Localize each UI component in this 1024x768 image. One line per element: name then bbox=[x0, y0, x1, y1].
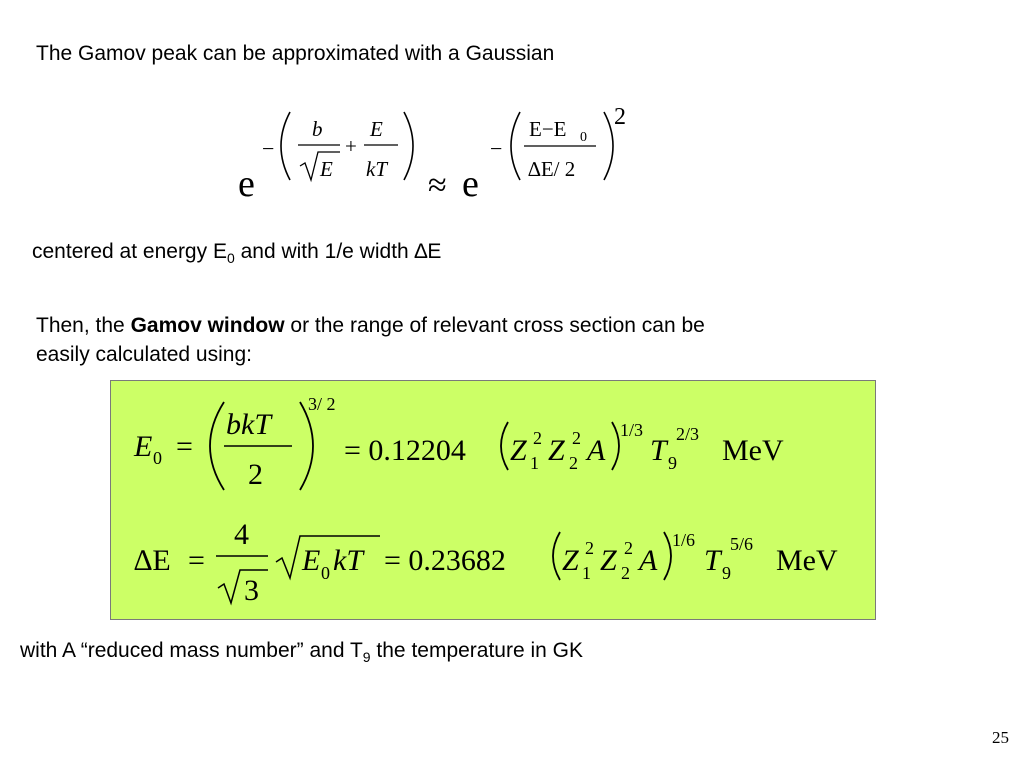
de-t-sub: 9 bbox=[722, 563, 731, 583]
footer-pre: with A “reduced mass number” and T bbox=[20, 639, 363, 662]
de-rad-e: E bbox=[302, 544, 321, 577]
de-frac-den: 3 bbox=[244, 574, 259, 607]
rhs-exponent: 2 bbox=[614, 104, 626, 130]
de-t: T bbox=[704, 544, 721, 577]
footer-text bbox=[20, 637, 583, 671]
de-a: A bbox=[639, 544, 658, 577]
e0-t-sup: 2/3 bbox=[676, 424, 700, 444]
frac1-num: b bbox=[312, 117, 323, 141]
de-z2: Z bbox=[600, 544, 617, 577]
lhs-base: e bbox=[238, 163, 255, 205]
de-z1-sup: 2 bbox=[585, 538, 594, 558]
e0-paren-right bbox=[300, 402, 313, 490]
centered-delta: ∆E bbox=[414, 240, 442, 263]
de-eq: = bbox=[188, 544, 205, 577]
page-number: 25 bbox=[992, 728, 1009, 747]
de-unit: MeV bbox=[776, 544, 838, 577]
frac1-den: E bbox=[320, 157, 333, 181]
de-z1: Z bbox=[562, 544, 579, 577]
de-z1-sub: 1 bbox=[582, 563, 591, 583]
e0-z2: Z bbox=[548, 434, 565, 467]
de-paren-power: 1/6 bbox=[672, 530, 696, 550]
e0-frac-den: 2 bbox=[248, 458, 263, 491]
e0-lhs: E bbox=[134, 430, 153, 463]
frac2-den: kT bbox=[366, 157, 387, 181]
e0-z2-sup: 2 bbox=[572, 428, 581, 448]
e0-zparen-right bbox=[612, 422, 619, 470]
e0-t: T bbox=[650, 434, 667, 467]
e0-lhs-sub: 0 bbox=[153, 448, 162, 468]
plus-sign: + bbox=[345, 134, 357, 158]
e0-z2-sub: 2 bbox=[569, 453, 578, 473]
e0-z1-sup: 2 bbox=[533, 428, 542, 448]
intro-text: The Gamov peak can be approximated with a Gaussian bbox=[36, 42, 555, 65]
e0-paren-power: 1/3 bbox=[620, 420, 644, 440]
de-frac-num: 4 bbox=[234, 518, 249, 551]
e0-unit: MeV bbox=[722, 434, 784, 467]
centered-prefix: centered at energy E bbox=[32, 240, 227, 263]
de-rad-sub: 0 bbox=[321, 563, 330, 583]
centered-sub: 0 bbox=[226, 250, 235, 267]
then-pre: Then, the bbox=[36, 314, 131, 337]
approx-sign: ≈ bbox=[428, 167, 447, 204]
e0-power: 3/ 2 bbox=[308, 394, 336, 414]
e0-frac-num: bkT bbox=[226, 408, 271, 441]
e0-t-sub: 9 bbox=[668, 453, 677, 473]
de-sqrt3-sign bbox=[218, 570, 268, 603]
e0-paren-left bbox=[210, 402, 224, 490]
rhs-num-sub: 0 bbox=[580, 130, 587, 145]
rhs-base: e bbox=[462, 163, 479, 205]
de-zparen-right bbox=[664, 532, 671, 580]
de-z2-sup: 2 bbox=[624, 538, 633, 558]
gamov-window-term: Gamov window bbox=[130, 314, 285, 337]
e0-zparen-left bbox=[501, 422, 508, 470]
de-rad-rest: kT bbox=[333, 544, 363, 577]
e0-coeff: = 0.12204 bbox=[344, 434, 466, 467]
de-coeff: = 0.23682 bbox=[384, 544, 506, 577]
e0-z1-sub: 1 bbox=[530, 453, 539, 473]
de-t-sup: 5/6 bbox=[730, 534, 754, 554]
de-lhs: ∆E bbox=[134, 544, 171, 577]
de-z2-sub: 2 bbox=[621, 563, 630, 583]
lhs-minus: − bbox=[262, 136, 275, 161]
de-zparen-left bbox=[553, 532, 560, 580]
e0-z1: Z bbox=[510, 434, 527, 467]
footer-post: the temperature in GK bbox=[370, 639, 584, 662]
rhs-den: ∆E/ 2 bbox=[528, 157, 576, 181]
frac2-num: E bbox=[370, 117, 383, 141]
rhs-minus: − bbox=[490, 136, 503, 161]
centered-suffix: and with 1/e width bbox=[234, 240, 415, 263]
then-line-2: easily calculated using: bbox=[36, 343, 252, 366]
footer-sub: 9 bbox=[362, 649, 371, 666]
then-post: or the range of relevant cross section can be bbox=[284, 314, 705, 337]
rhs-num: E−E bbox=[529, 117, 567, 141]
e0-eq: = bbox=[176, 430, 193, 463]
e0-a: A bbox=[587, 434, 606, 467]
